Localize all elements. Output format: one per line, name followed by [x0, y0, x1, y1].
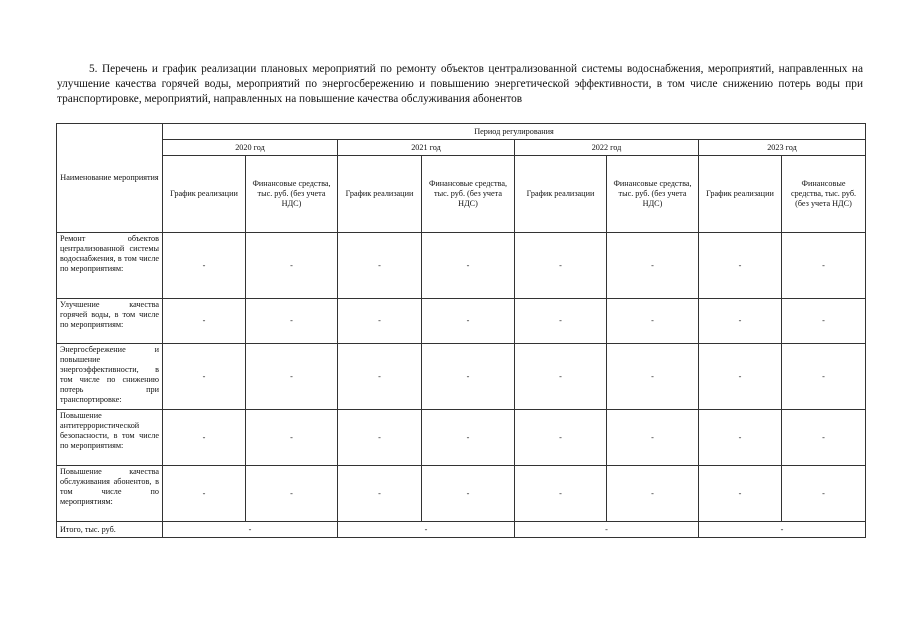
- year-header: 2022 год: [515, 140, 699, 156]
- table-cell: -: [782, 299, 866, 344]
- table-cell: -: [782, 233, 866, 299]
- table-cell: -: [699, 466, 782, 522]
- schedule-header: График реализации: [163, 156, 246, 233]
- table-cell: -: [338, 299, 422, 344]
- year-header: 2021 год: [338, 140, 515, 156]
- table-cell: -: [699, 344, 782, 410]
- table-cell: -: [515, 466, 607, 522]
- table-cell: -: [515, 299, 607, 344]
- table-cell: -: [246, 233, 338, 299]
- table-cell: -: [163, 233, 246, 299]
- table-cell: -: [607, 410, 699, 466]
- table-cell: -: [338, 410, 422, 466]
- year-header: 2023 год: [699, 140, 866, 156]
- schedule-header: График реализации: [699, 156, 782, 233]
- table-cell: -: [422, 344, 515, 410]
- finance-header: Финансовые средства, тыс. руб. (без учета НДС): [782, 156, 866, 233]
- table-cell: -: [422, 410, 515, 466]
- table-cell: -: [607, 344, 699, 410]
- table-row: [57, 410, 866, 466]
- finance-header: Финансовые средства, тыс. руб. (без учета НДС): [422, 156, 515, 233]
- table-cell: -: [163, 344, 246, 410]
- activity-name: Энергосбережение и повышение энергоэффективности, в том числе по снижению потерь при транспортировке:: [57, 344, 163, 410]
- total-row: [57, 522, 866, 538]
- table-row: [57, 344, 866, 410]
- table-row: [57, 466, 866, 522]
- table-cell: -: [246, 466, 338, 522]
- activity-name: Ремонт объектов централизованной системы водоснабжения, в том числе по мероприятиям:: [57, 233, 163, 299]
- table-cell: -: [338, 466, 422, 522]
- total-label: Итого, тыс. руб.: [57, 522, 163, 538]
- table-cell: -: [422, 233, 515, 299]
- table-cell: -: [607, 233, 699, 299]
- period-header: Период регулирования: [163, 124, 866, 140]
- table-cell: -: [782, 344, 866, 410]
- table-cell: -: [515, 344, 607, 410]
- table-cell: -: [422, 299, 515, 344]
- table-cell: -: [246, 410, 338, 466]
- table-cell: -: [338, 344, 422, 410]
- schedule-header: График реализации: [338, 156, 422, 233]
- section-heading: 5. Перечень и график реализации плановых мероприятий по ремонту объектов централизованной системы водоснабжения, мероприятий, направленных на улучшение качества горячей воды, мероприятий по энергосбережению и повышению энергетической эффективности, в том числе снижению потерь воды при транспортировке, мероприятий, направленных на повышение качества обслуживания абонентов: [57, 63, 863, 105]
- name-column-header: Наименование мероприятия: [57, 124, 163, 233]
- table-cell: -: [607, 299, 699, 344]
- table-cell: -: [246, 299, 338, 344]
- table-cell: -: [163, 410, 246, 466]
- activity-name: Улучшение качества горячей воды, в том числе по мероприятиям:: [57, 299, 163, 344]
- activity-name: Повышение качества обслуживания абонентов, в том числе по мероприятиям:: [57, 466, 163, 522]
- schedule-header: График реализации: [515, 156, 607, 233]
- total-cell: -: [163, 522, 338, 538]
- total-cell: -: [699, 522, 866, 538]
- table-cell: -: [246, 344, 338, 410]
- table-cell: -: [699, 299, 782, 344]
- table-cell: -: [422, 466, 515, 522]
- finance-header: Финансовые средства, тыс. руб. (без учета НДС): [246, 156, 338, 233]
- activity-name: Повышение антитеррористической безопасности, в том числе по мероприятиям:: [57, 410, 163, 466]
- table-cell: -: [163, 299, 246, 344]
- table-cell: -: [782, 466, 866, 522]
- total-cell: -: [515, 522, 699, 538]
- table-cell: -: [699, 410, 782, 466]
- table-cell: -: [163, 466, 246, 522]
- activities-table: [56, 123, 866, 538]
- total-cell: -: [338, 522, 515, 538]
- table-cell: -: [607, 466, 699, 522]
- table-cell: -: [338, 233, 422, 299]
- finance-header: Финансовые средства, тыс. руб. (без учета НДС): [607, 156, 699, 233]
- table-cell: -: [782, 410, 866, 466]
- table-cell: -: [515, 233, 607, 299]
- year-header: 2020 год: [163, 140, 338, 156]
- table-cell: -: [699, 233, 782, 299]
- table-row: [57, 299, 866, 344]
- table-row: [57, 233, 866, 299]
- table-cell: -: [515, 410, 607, 466]
